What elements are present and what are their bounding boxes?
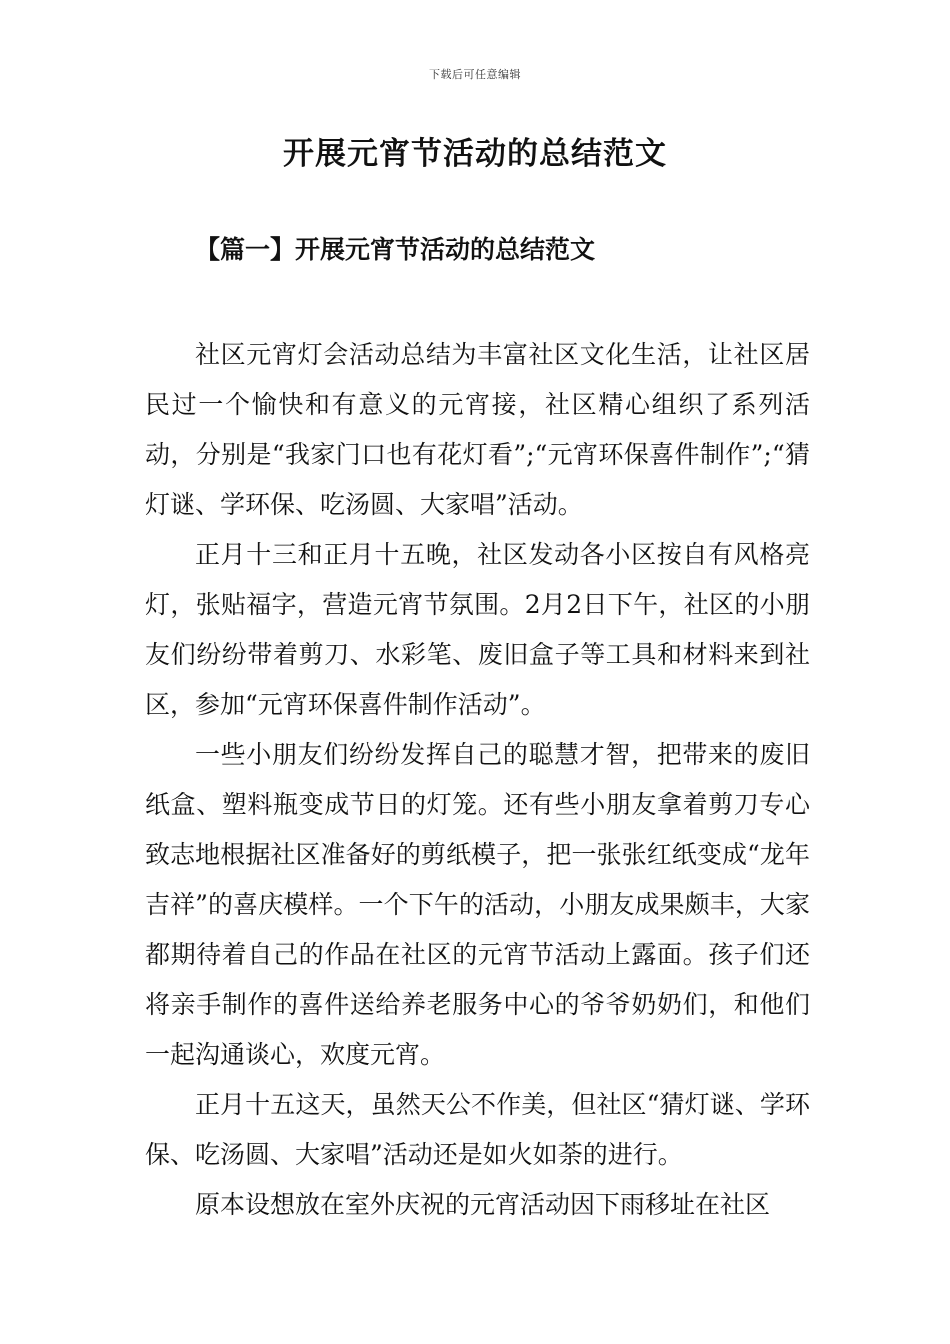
document-title: 开展元宵节活动的总结范文 bbox=[283, 136, 667, 172]
paragraph-2: 正月十三和正月十五晚，社区发动各小区按自有风格亮灯，张贴福字，营造元宵节氛围。2月2日下午，社区的小朋友们纷纷带着剪刀、水彩笔、废旧盒子等工具和材料来到社区，参加“元宵环保喜件制作活动”。 bbox=[145, 540, 810, 719]
header-note: 下载后可任意编辑 bbox=[429, 68, 521, 81]
paragraph-5: 原本设想放在室外庆祝的元宵活动因下雨移址在社区 bbox=[195, 1190, 771, 1219]
paragraph-4: 正月十五这天，虽然天公不作美，但社区“猜灯谜、学环保、吃汤圆、大家唱”活动还是如火如荼的进行。 bbox=[145, 1090, 810, 1169]
paragraph-3: 一些小朋友们纷纷发挥自己的聪慧才智，把带来的废旧纸盒、塑料瓶变成节日的灯笼。还有些小朋友拿着剪刀专心致志地根据社区准备好的剪纸模子，把一张张红纸变成“龙年吉祥”的喜庆模样。一个下午的活动，小朋友成果颇丰，大家都期待着自己的作品在社区的元宵节活动上露面。孩子们还将亲手制作的喜件送给养老服务中心的爷爷奶奶们，和他们一起沟通谈心，欢度元宵。 bbox=[145, 740, 810, 1069]
section-heading: 【篇一】开展元宵节活动的总结范文 bbox=[195, 235, 596, 264]
document-body bbox=[145, 330, 810, 1230]
paragraph-1: 社区元宵灯会活动总结为丰富社区文化生活，让社区居民过一个愉快和有意义的元宵接，社区精心组织了系列活动，分别是“我家门口也有花灯看”;“元宵环保喜件制作”;“猜灯谜、学环保、吃汤圆、大家唱”活动。 bbox=[145, 340, 810, 519]
